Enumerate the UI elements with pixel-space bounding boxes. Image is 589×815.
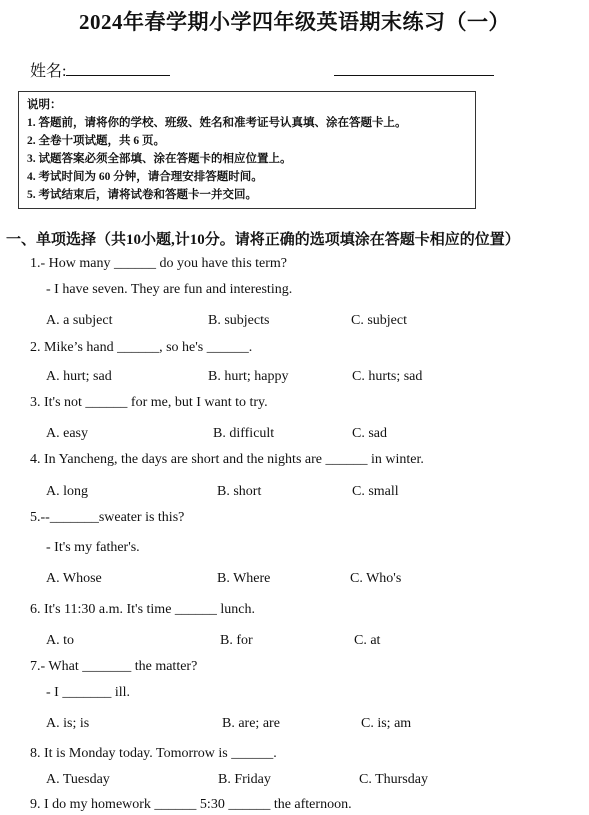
question-stem: 6. It's 11:30 a.m. It's time ______ lunch. xyxy=(30,602,256,617)
option-c[interactable]: C. is; am xyxy=(361,716,412,731)
option-a[interactable]: A. to xyxy=(46,633,74,648)
option-c[interactable]: C. Thursday xyxy=(359,772,428,787)
id-blank[interactable] xyxy=(334,75,494,76)
option-a[interactable]: A. is; is xyxy=(46,716,90,731)
question-stem: 9. I do my homework ______ 5:30 ______ the afternoon. xyxy=(30,797,352,812)
instruction-line: 3. 试题答案必须全部填、涂在答题卡的相应位置上。 xyxy=(27,153,292,165)
option-b[interactable]: B. are; are xyxy=(222,716,280,731)
question-stem: 8. It is Monday today. Tomorrow is ______. xyxy=(30,746,277,761)
option-a[interactable]: A. long xyxy=(46,484,88,499)
option-a[interactable]: A. easy xyxy=(46,426,88,441)
option-b[interactable]: B. short xyxy=(217,484,262,499)
option-b[interactable]: B. difficult xyxy=(213,426,275,441)
question-stem: 1.- How many ______ do you have this term? xyxy=(30,256,288,271)
question-reply: - I _______ ill. xyxy=(46,685,130,700)
option-c[interactable]: C. hurts; sad xyxy=(352,369,423,384)
option-c[interactable]: C. Who's xyxy=(350,571,402,586)
option-c[interactable]: C. small xyxy=(352,484,399,499)
option-b[interactable]: B. Friday xyxy=(218,772,271,787)
instruction-line: 5. 考试结束后，请将试卷和答题卡一并交回。 xyxy=(27,189,257,201)
instruction-line: 4. 考试时间为 60 分钟，请合理安排答题时间。 xyxy=(27,171,263,183)
option-a[interactable]: A. a subject xyxy=(46,313,113,328)
option-a[interactable]: A. Tuesday xyxy=(46,772,110,787)
question-stem: 7.- What _______ the matter? xyxy=(30,659,198,674)
section-heading: 一、单项选择（共10小题,计10分。请将正确的选项填涂在答题卡相应的位置） xyxy=(6,232,520,248)
name-label: 姓名: xyxy=(30,63,67,80)
question-stem: 4. In Yancheng, the days are short and the nights are ______ in winter. xyxy=(30,452,424,467)
option-b[interactable]: B. for xyxy=(220,633,253,648)
question-reply: - It's my father's. xyxy=(46,540,140,555)
option-b[interactable]: B. subjects xyxy=(208,313,270,328)
option-c[interactable]: C. at xyxy=(354,633,381,648)
instruction-line: 1. 答题前，请将你的学校、班级、姓名和准考证号认真填、涂在答题卡上。 xyxy=(27,117,407,129)
page-title: 2024年春学期小学四年级英语期末练习（一） xyxy=(79,10,510,34)
option-c[interactable]: C. subject xyxy=(351,313,407,328)
option-a[interactable]: A. hurt; sad xyxy=(46,369,112,384)
question-stem: 2. Mike’s hand ______, so he's ______. xyxy=(30,340,253,355)
instructions-title: 说明： xyxy=(27,99,62,111)
question-stem: 5.--_______sweater is this? xyxy=(30,510,185,525)
option-b[interactable]: B. hurt; happy xyxy=(208,369,289,384)
option-a[interactable]: A. Whose xyxy=(46,571,102,586)
instruction-line: 2. 全卷十项试题，共 6 页。 xyxy=(27,135,165,147)
option-b[interactable]: B. Where xyxy=(217,571,271,586)
name-blank[interactable] xyxy=(66,75,170,76)
question-reply: - I have seven. They are fun and interesting. xyxy=(46,282,293,297)
question-stem: 3. It's not ______ for me, but I want to try. xyxy=(30,395,268,410)
option-c[interactable]: C. sad xyxy=(352,426,387,441)
instructions-box xyxy=(18,91,476,209)
